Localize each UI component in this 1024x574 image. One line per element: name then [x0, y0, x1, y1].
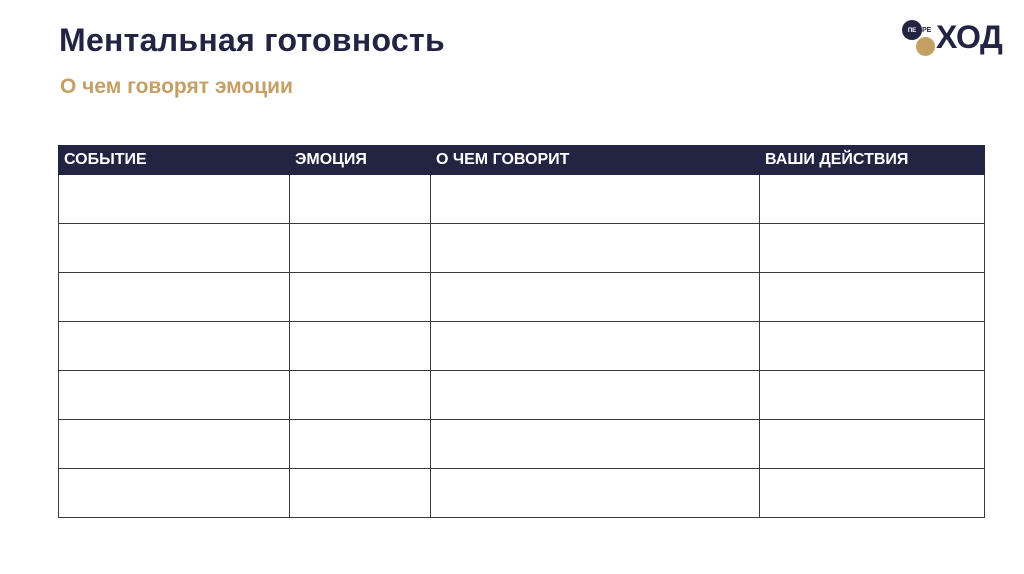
table-cell-your-actions[interactable] [760, 420, 985, 469]
table-cell-emotion[interactable] [290, 175, 431, 224]
table-cell-your-actions[interactable] [760, 224, 985, 273]
table-cell-your-actions[interactable] [760, 175, 985, 224]
table-row [59, 371, 985, 420]
table-cell-your-actions[interactable] [760, 371, 985, 420]
table-cell-event[interactable] [59, 469, 290, 518]
column-header-emotion: ЭМОЦИЯ [290, 146, 431, 175]
table-cell-emotion[interactable] [290, 371, 431, 420]
table-cell-emotion[interactable] [290, 322, 431, 371]
table-header-row [59, 146, 985, 175]
table-cell-what-it-says[interactable] [431, 273, 760, 322]
table-row [59, 175, 985, 224]
table-row [59, 420, 985, 469]
table-cell-your-actions[interactable] [760, 469, 985, 518]
logo-prefix-2: РЕ [922, 27, 932, 34]
logo-gold-circle-icon [916, 37, 935, 56]
table-cell-your-actions[interactable] [760, 273, 985, 322]
logo-prefix-1: ПЕ [907, 28, 917, 34]
table-row [59, 469, 985, 518]
emotions-table [58, 145, 985, 518]
table-cell-event[interactable] [59, 371, 290, 420]
table-row [59, 273, 985, 322]
emotions-table-wrapper [58, 145, 985, 518]
table-cell-emotion[interactable] [290, 469, 431, 518]
table-cell-event[interactable] [59, 420, 290, 469]
table-body [59, 175, 985, 518]
perekhod-logo [900, 18, 1010, 60]
column-header-what-it-says: О ЧЕМ ГОВОРИТ [431, 146, 760, 175]
table-cell-what-it-says[interactable] [431, 371, 760, 420]
table-cell-emotion[interactable] [290, 273, 431, 322]
column-header-your-actions: ВАШИ ДЕЙСТВИЯ [760, 146, 985, 175]
table-cell-what-it-says[interactable] [431, 224, 760, 273]
table-cell-what-it-says[interactable] [431, 175, 760, 224]
table-cell-event[interactable] [59, 224, 290, 273]
table-cell-what-it-says[interactable] [431, 420, 760, 469]
table-row [59, 224, 985, 273]
table-cell-event[interactable] [59, 322, 290, 371]
table-cell-what-it-says[interactable] [431, 322, 760, 371]
page-title: Ментальная готовность [59, 22, 445, 58]
table-cell-event[interactable] [59, 273, 290, 322]
table-cell-what-it-says[interactable] [431, 469, 760, 518]
table-cell-your-actions[interactable] [760, 322, 985, 371]
column-header-event: СОБЫТИЕ [59, 146, 290, 175]
table-cell-event[interactable] [59, 175, 290, 224]
page-subtitle: О чем говорят эмоции [60, 75, 293, 98]
table-cell-emotion[interactable] [290, 224, 431, 273]
table-cell-emotion[interactable] [290, 420, 431, 469]
table-row [59, 322, 985, 371]
logo-word: ХОД [936, 19, 1003, 55]
